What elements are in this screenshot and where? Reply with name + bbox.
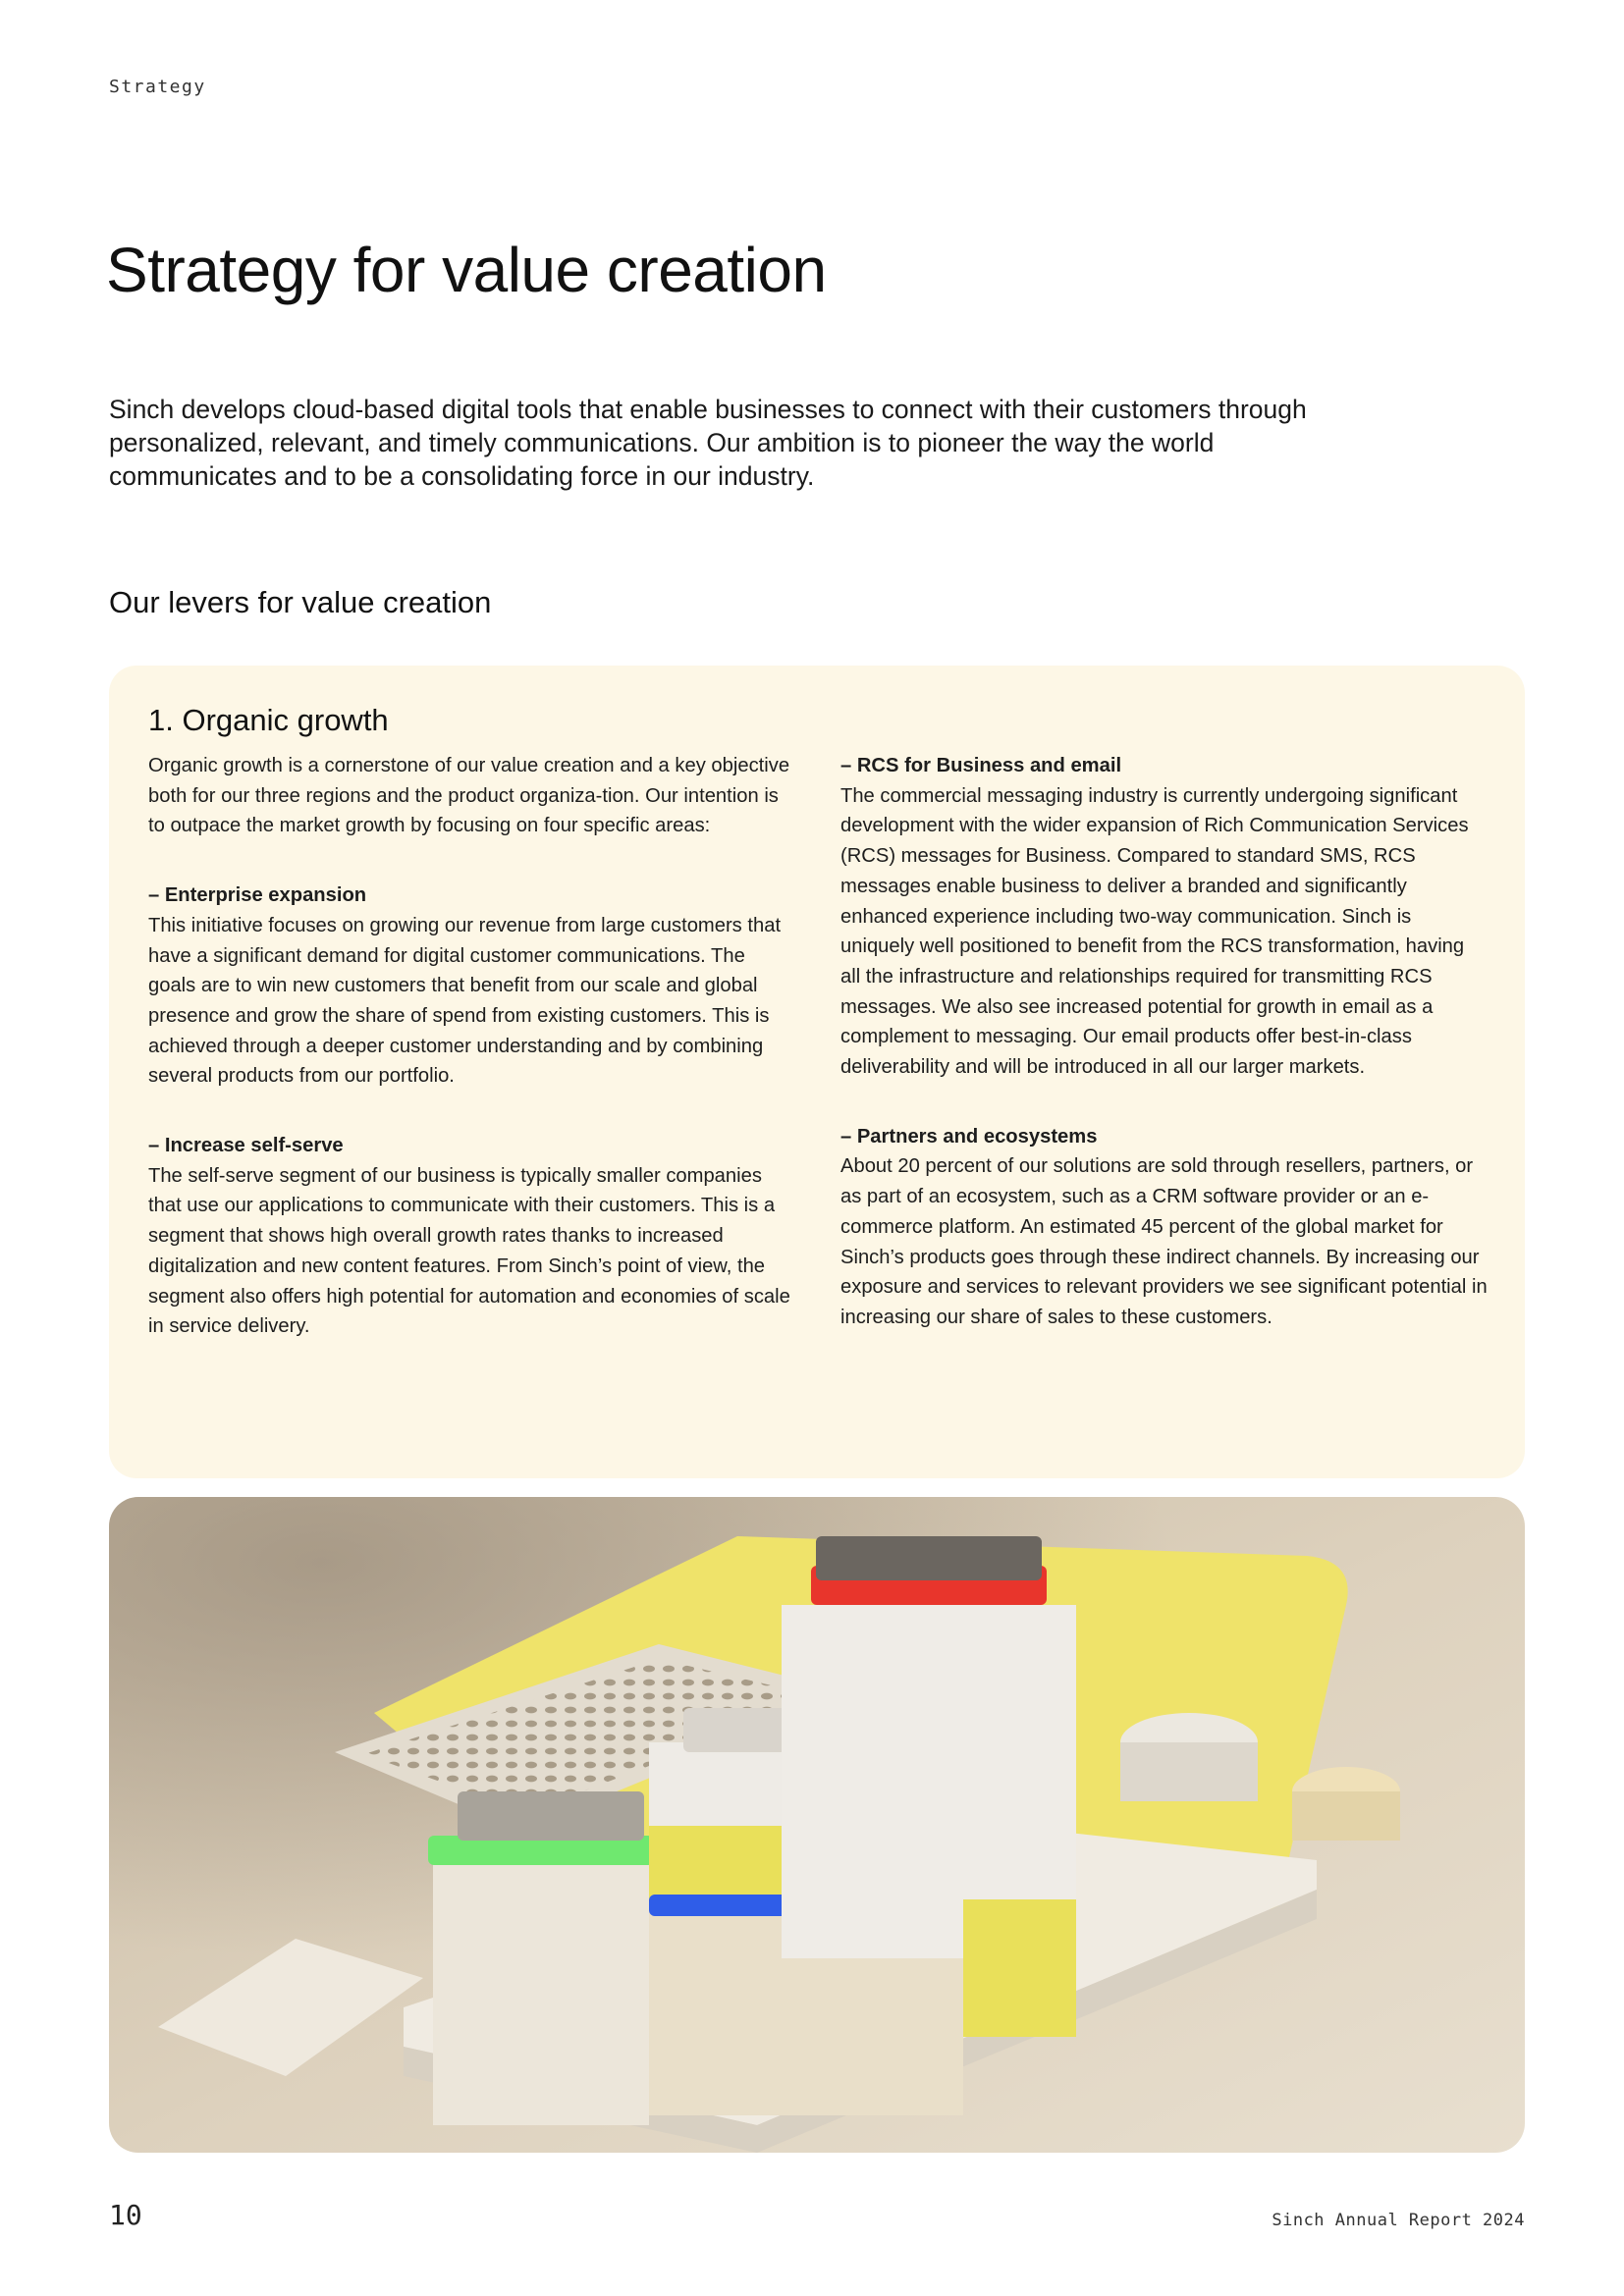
- section-label: Strategy: [109, 77, 206, 97]
- organic-growth-card: [109, 666, 1525, 1478]
- page-title: Strategy for value creation: [106, 235, 827, 305]
- intro-paragraph: Sinch develops cloud-based digital tools that enable businesses to connect with their customers through personalized, relevant, and timely communications. Our ambition is to pioneer the way the world communicates and to be a consolidating force in our industry.: [109, 395, 1307, 491]
- enterprise-expansion-body: This initiative focuses on growing our revenue from large customers that have a significant demand for digital customer communications. The goals are to win new customers that benefit from our scale and global presence and grow the share of spend from existing customers. This is achieved through a deeper customer understanding and by combining several products from our portfolio.: [148, 914, 782, 1088]
- illustration-image: [109, 1497, 1525, 2153]
- rcs-email-body: The commercial messaging industry is currently undergoing significant development with the wider expansion of Rich Communication Services (RCS) messages for Business. Compared to standard SMS, RCS messages enable business to deliver a branded and significantly enhanced experience including two-way communication. Sinch is uniquely well positioned to benefit from the RCS transformation, having all the infrastructure and relationships required for transmitting RCS messages. We also see increased potential for growth in email as a complement to messaging. Our email products offer best-in-class deliverability and will be introduced in all our larger markets.: [840, 784, 1469, 1079]
- organic-growth-intro: Organic growth is a cornerstone of our value creation and a key objective both for our three regions and the product organiza-tion. Our intention is to outpace the market growth by focusing on four specific areas:: [148, 755, 790, 837]
- rcs-email-heading: – RCS for Business and email: [840, 755, 1122, 776]
- enterprise-expansion-heading: – Enterprise expansion: [148, 884, 367, 907]
- self-serve-body: The self-serve segment of our business is typically smaller companies that use our applications to communicate with their customers. This is a segment that shows high overall growth rates thanks to increased digitalization and new content features. From Sinch’s point of view, the segment also offers high potential for automation and economies of scale in service delivery.: [148, 1164, 790, 1338]
- self-serve-heading: – Increase self-serve: [148, 1135, 344, 1157]
- levers-heading: Our levers for value creation: [109, 585, 492, 619]
- footer-report-label: Sinch Annual Report 2024: [1272, 2211, 1525, 2230]
- partners-ecosystems-heading: – Partners and ecosystems: [840, 1125, 1098, 1148]
- card-left-column: [148, 751, 796, 1342]
- partners-ecosystems-body: About 20 percent of our solutions are sold through resellers, partners, or as part of an ecosystem, such as a CRM software provider or an e-commerce platform. An estimated 45 percent of the global market for Sinch’s products goes through these indirect channels. By increasing our exposure and services to relevant providers we see significant potential in increasing our share of sales to these customers.: [840, 1155, 1488, 1328]
- page-number: 10: [109, 2199, 142, 2231]
- card-title: 1. Organic growth: [148, 703, 389, 737]
- card-right-column: [840, 751, 1489, 1333]
